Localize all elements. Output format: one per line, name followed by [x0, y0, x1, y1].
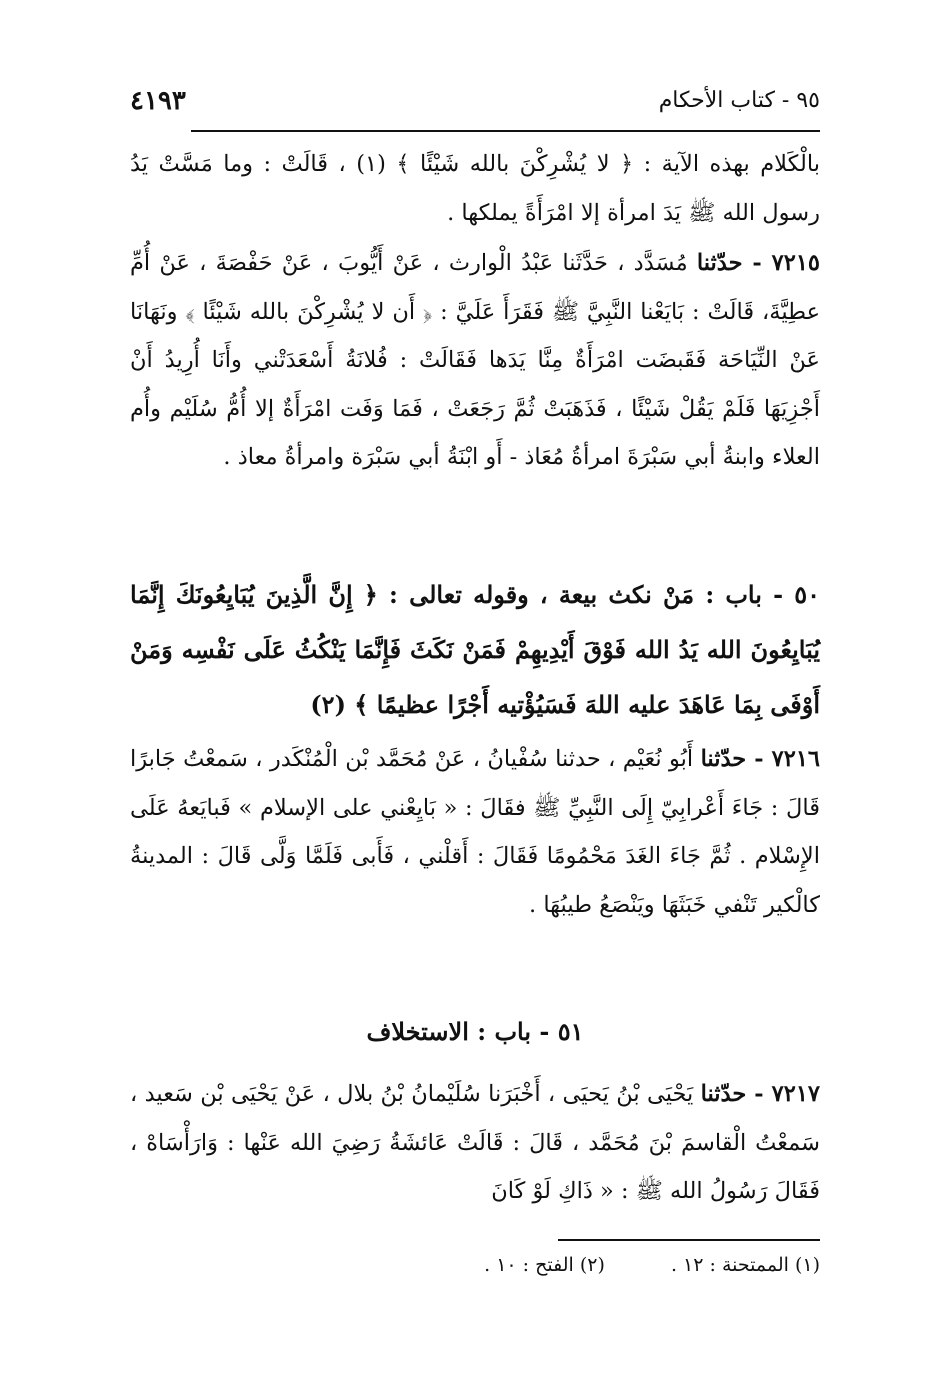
- page-header: [130, 86, 820, 126]
- footnote-1: (١) الممتحنة : ١٢ .: [670, 1254, 820, 1276]
- hadith-number: ٧٢١٧ - حدّثنا: [700, 1081, 821, 1107]
- hadith-number: ٧٢١٦ - حدّثنا: [700, 746, 820, 772]
- hadith-text: مُسَدَّد ، حَدَّثَنا عَبْدُ الْوارث ، عَنْ أَيُّوبَ ، عَنْ حَفْصَةَ ، عَنْ أُمِّ عطِيَّةَ، قَالَتْ : بَايَعْنا النَّبِيَّ ﷺ فَقَرَأَ عَلَيَّ : ﴿ أَن لا يُشْرِكْنَ بالله شَيْئًا ﴾ ونَهَانَا عَنْ النِّيَاحَة فَقَبضَت امْرَأَةٌ مِنَّا يَدَها فَقَالَتْ : فُلانَةُ أَسْعَدَتْني وأَنَا أُرِيدُ أَنْ أَجْزِيَهَا فَلَمْ يَقُلْ شَيْئًا ، فَذَهَبَتْ ثُمَّ رَجَعَتْ ، فَمَا وَفَت امْرَأَةٌ إلا أُمُّ سُلَيْم وأُم العلاء وابنةُ أبي سَبْرَةَ امرأةُ مُعَاذ - أَو ابْنَةُ أبي سَبْرَة وامرأةُ معاذ .: [130, 250, 820, 470]
- footnote-rule: [558, 1239, 820, 1241]
- chapter-heading-51: ٥١ - باب : الاستخلاف: [366, 1017, 584, 1046]
- footnote-2: (٢) الفتح : ١٠ .: [484, 1254, 605, 1276]
- page-number: ٤١٩٣: [130, 86, 186, 116]
- hadith-7215: [130, 239, 820, 482]
- hadith-number: ٧٢١٥ - حدّثنا: [696, 250, 820, 276]
- hadith-text: أَبُو نُعَيْم ، حدثنا سُفْيانُ ، عَنْ مُحَمَّد بْن الْمُنْكَدر ، سَمعْتُ جَابرًا قَالَ : جَاءَ أَعْرابِيّ إِلَى النَّبِيِّ ﷺ فقَالَ : « بَايِعْني على الإسلام » فَبايَعهُ عَلَى الإِسْلام . ثُمَّ جَاءَ الغَدَ مَحْمُومًا فَقَالَ : أَقلْني ، فَأَبى فَلَمَّا وَلَّى قَالَ : المدينةُ كالْكير تَنْفي خَبَثَهَا ويَنْصَعُ طيبُهَا .: [130, 746, 820, 918]
- hadith-7217: [130, 1070, 820, 1216]
- page-body-3: [130, 1070, 820, 1216]
- chapter-heading-50: ٥٠ - باب : مَنْ نكث بيعة ، وقوله تعالى : ﴿ إِنَّ الَّذِينَ يُبَايِعُونَكَ إِنَّمَا يُبَايِعُونَ الله يَدُ الله فَوْقَ أَيْدِيهِمْ فَمَنْ نَكَثَ فَإِنَّمَا يَنْكُثُ عَلَى نَفْسِه وَمَنْ أَوْفَى بِمَا عَاهَدَ عليه اللهَ فَسَيُؤْتيه أَجْرًا عظيمًا ﴾ (٢): [130, 580, 820, 719]
- running-head: ٩٥ - كتاب الأحكام: [658, 88, 820, 113]
- hadith-7216: [130, 735, 820, 929]
- header-rule: [191, 130, 820, 132]
- page-body: [130, 140, 820, 482]
- footnotes: [320, 1254, 820, 1276]
- paragraph-continuation: بالْكَلام بهذه الآية : ﴿ لا يُشْرِكْنَ بالله شَيْئًا ﴾ (١) ، قَالَتْ : وما مَسَّتْ يَدُ رسول الله ﷺ يَدَ امرأة إلا امْرَأَةً يملكها .: [130, 151, 820, 226]
- page-body-2: [130, 735, 820, 929]
- hadith-text: يَحْيَى بْنُ يَحيَى ، أَخْبَرَنا سُلَيْمانُ بْنُ بلال ، عَنْ يَحْيَى بْن سَعيد ، سَمعْتُ الْقاسمَ بْنَ مُحَمَّد ، قَالَ : قَالَتْ عَائشَةُ رَضِيَ الله عَنْها : وَارَأْسَاهْ ، فَقَالَ رَسُولُ الله ﷺ : « ذَاكِ لَوْ كَانَ: [130, 1081, 820, 1204]
